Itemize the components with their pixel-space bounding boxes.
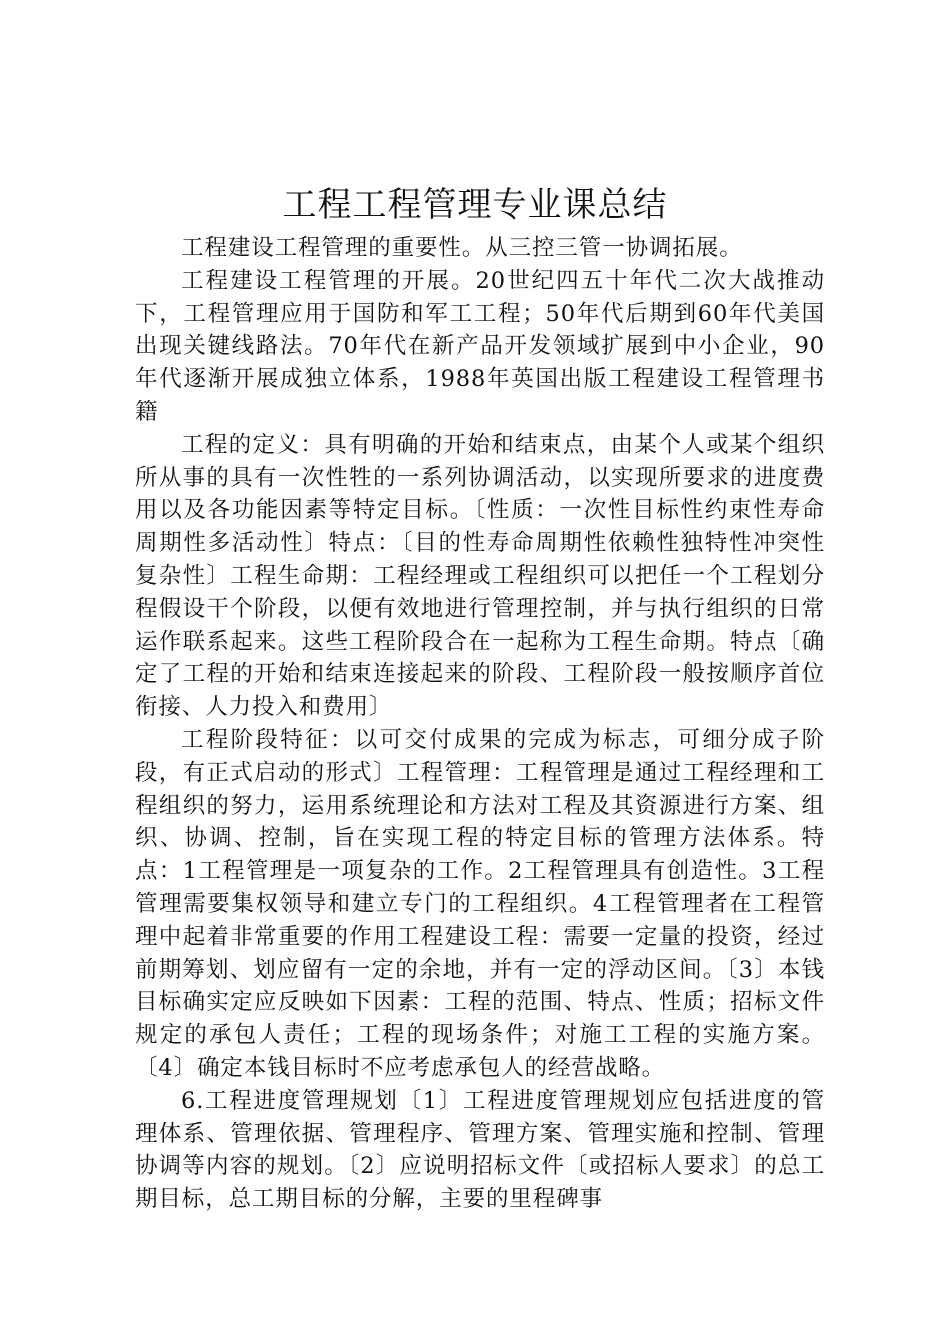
document-title: 工程工程管理专业课总结	[282, 185, 668, 225]
paragraph-importance: 工程建设工程管理的重要性。从三控三管一协调拓展。	[181, 235, 743, 261]
document-body	[135, 232, 825, 1216]
paragraph-definition: 工程的定义：具有明确的开始和结束点，由某个人或某个组织所从事的具有一次性牲的一系列协调活动，以实现所要求的进度费用以及各功能因素等特定目标。〔性质：一次性目标性约束性寿命周期性多活动性〕特点：〔目的性寿命周期性依赖性独特性冲突性复杂性〕工程生命期：工程经理或工程组织可以把任一个工程划分程假设干个阶段，以便有效地进行管理控制，并与执行组织的日常运作联系起来。这些工程阶段合在一起称为工程生命期。特点〔确定了工程的开始和结束连接起来的阶段、工程阶段一般按顺序首位衔接、人力投入和费用〕	[135, 431, 825, 721]
paragraph-phase-features: 工程阶段特征：以可交付成果的完成为标志，可细分成子阶段，有正式启动的形式〕工程管理：工程管理是通过工程经理和工程组织的努力，运用系统理论和方法对工程及其资源进行方案、组织、协调、控制，旨在实现工程的特定目标的管理方法体系。特点：1工程管理是一项复杂的工作。2工程管理具有创造性。3工程管理需要集权领导和建立专门的工程组织。4工程管理者在工程管理中起着非常重要的作用工程建设工程：需要一定量的投资，经过前期筹划、划应留有一定的余地，并有一定的浮动区间。〔3〕本钱目标确实定应反映如下因素：工程的范围、特点、性质；招标文件规定的承包人责任；工程的现场条件；对施工工程的实施方案。〔4〕确定本钱目标时不应考虑承包人的经营战略。	[135, 726, 825, 1081]
paragraph-schedule-plan: 6.工程进度管理规划〔1〕工程进度管理规划应包括进度的管理体系、管理依据、管理程序、管理方案、管理实施和控制、管理协调等内容的规划。〔2〕应说明招标文件〔或招标人要求〕的总工期目标，总工期目标的分解，主要的里程碑事	[135, 1087, 825, 1213]
paragraph-development: 工程建设工程管理的开展。20世纪四五十年代二次大战推动下，工程管理应用于国防和军工工程；50年代后期到60年代美国出现关键线路法。70年代在新产品开发领域扩展到中小企业，90年代逐渐开展成独立体系，1988年英国出版工程建设工程管理书籍	[135, 267, 825, 425]
